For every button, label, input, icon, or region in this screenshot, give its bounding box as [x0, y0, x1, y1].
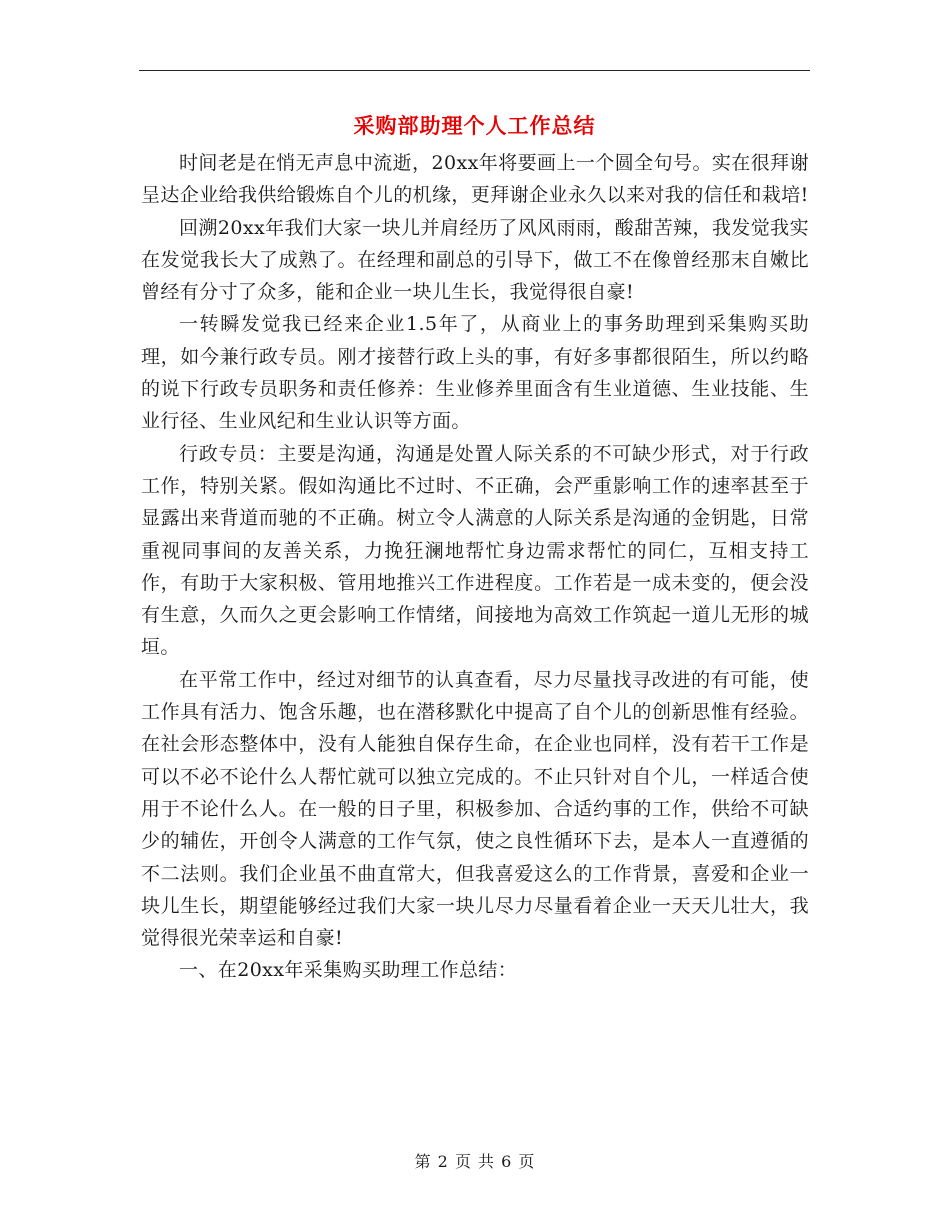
- page-number-footer: 第 2 页 共 6 页: [414, 1152, 536, 1171]
- paragraph-2: 回溯20xx年我们大家一块儿并肩经历了风风雨雨，酸甜苦辣，我发觉我实在发觉我长大了成熟了。在经理和副总的引导下，做工不在像曾经那末自嫩比曾经有分寸了众多，能和企业一块儿生长，我觉得很自豪!: [141, 216, 809, 304]
- paragraph-3: 一转瞬发觉我已经来企业1.5年了，从商业上的事务助理到采集购买助理，如今兼行政专员。刚才接替行政上头的事，有好多事都很陌生，所以约略的说下行政专员职务和责任修养：生业修养里面含有生业道德、生业技能、生业行径、生业风纪和生业认识等方面。: [141, 313, 809, 433]
- header-rule: [139, 70, 810, 71]
- document-body: [141, 147, 809, 987]
- paragraph-5: 在平常工作中，经过对细节的认真查看，尽力尽量找寻改进的有可能，使工作具有活力、饱含乐趣，也在潜移默化中提高了自个儿的创新思惟有经验。在社会形态整体中，没有人能独自保存生命，在企业也同样，没有若干工作是可以不必不论什么人帮忙就可以独立完成的。不止只针对自个儿，一样适合使用于不论什么人。在一般的日子里，积极参加、合适约事的工作，供给不可缺少的辅佐，开创令人满意的工作气氛，使之良性循环下去，是本人一直遵循的不二法则。我们企业虽不曲直常大，但我喜爱这么的工作背景，喜爱和企业一块儿生长，期望能够经过我们大家一块儿尽力尽量看着企业一天天儿壮大，我觉得很光荣幸运和自豪!: [141, 668, 809, 950]
- paragraph-1: 时间老是在悄无声息中流逝，20xx年将要画上一个圆全句号。实在很拜谢呈达企业给我供给锻炼自个儿的机缘，更拜谢企业永久以来对我的信任和栽培!: [141, 152, 809, 207]
- paragraph-4: 行政专员：主要是沟通，沟通是处置人际关系的不可缺少形式，对于行政工作，特别关紧。假如沟通比不过时、不正确，会严重影响工作的速率甚至于显露出来背道而驰的不正确。树立令人满意的人际关系是沟通的金钥匙，日常重视同事间的友善关系，力挽狂澜地帮忙身边需求帮忙的同仁，互相支持工作，有助于大家积极、管用地推兴工作进程度。工作若是一成未变的，便会没有生意，久而久之更会影响工作情绪，间接地为高效工作筑起一道儿无形的城垣。: [141, 442, 809, 659]
- paragraph-6: 一、在20xx年采集购买助理工作总结：: [179, 959, 518, 982]
- document-title: 采购部助理个人工作总结: [353, 113, 596, 138]
